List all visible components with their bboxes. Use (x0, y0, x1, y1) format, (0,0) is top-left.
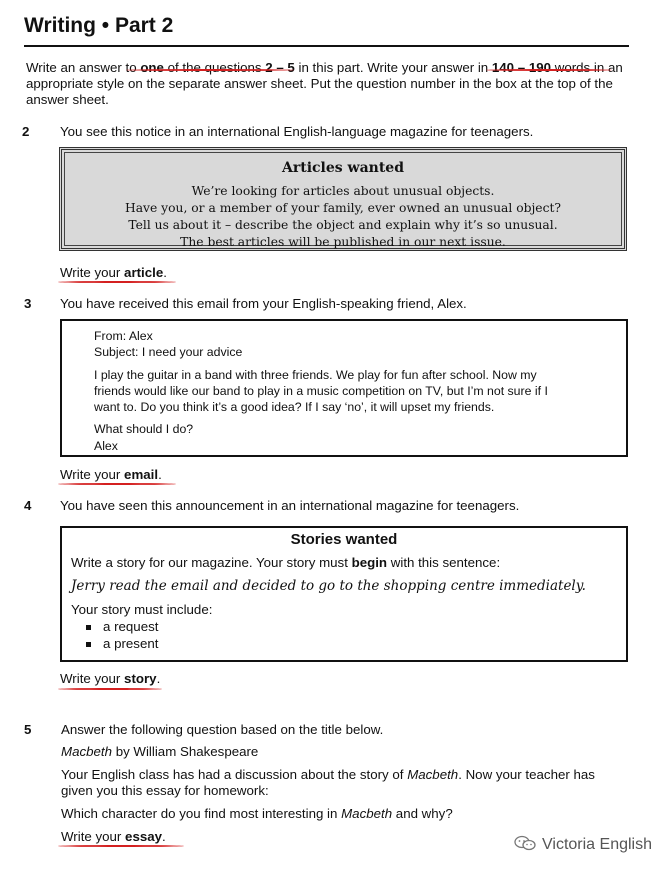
stories-instruction-b: with this sentence: (387, 555, 501, 570)
story-must-include: Your story must include: (71, 602, 213, 617)
underline-email (58, 483, 176, 485)
articles-wanted-notice (59, 147, 627, 251)
intro-text-1: Write an answer to (26, 60, 141, 75)
essay-a: Which character do you find most interesting in (61, 806, 342, 821)
task-type: story (124, 671, 157, 686)
underline-story (58, 688, 162, 690)
task-type: essay (125, 829, 163, 844)
email-body-line: want to. Do you think it’s a good idea? If I say ‘no’, it will upset my friends. (94, 400, 495, 414)
email-body-line: I play the guitar in a band with three friends. We play for fun after school. Now my (94, 368, 537, 382)
task-suffix: . (162, 829, 166, 844)
bullet-text: a request (103, 619, 159, 634)
watermark (514, 835, 652, 854)
stories-wanted-notice (60, 526, 628, 662)
intro-bold-words: 140 – 190 (491, 60, 552, 75)
stories-heading: Stories wanted (290, 531, 398, 548)
stories-instruction-a: Write a story for our magazine. Your story must (71, 555, 352, 570)
task-prefix: Write your (61, 829, 126, 844)
essay-title: Macbeth (341, 806, 393, 821)
question-number-4: 4 (24, 498, 32, 513)
stories-instruction (71, 555, 500, 570)
notice-line: We’re looking for articles about unusual objects. (191, 184, 495, 198)
book-title: Macbeth (61, 744, 112, 759)
task-suffix: . (158, 467, 162, 482)
intro-text-2: of the questions (163, 60, 266, 75)
question-4-task (60, 671, 160, 686)
essay-b: and why? (392, 806, 453, 821)
task-prefix: Write your (60, 467, 125, 482)
intro-bold-questions: 2 – 5 (265, 60, 295, 75)
question-number-5: 5 (24, 722, 32, 737)
task-prefix: Write your (60, 671, 125, 686)
task-type: email (124, 467, 159, 482)
story-bullet-item (86, 636, 158, 651)
email-subject: Subject: I need your advice (94, 345, 243, 359)
notice-line: The best articles will be published in our next issue. (180, 235, 506, 249)
watermark-text: Victoria English (542, 836, 652, 853)
email-question: What should I do? (94, 422, 194, 436)
underline-essay (58, 845, 184, 847)
book-title-line (61, 744, 258, 759)
email-body-line: friends would like our band to play in a music competition on TV, but I’m not sure if I (94, 384, 548, 398)
task-prefix: Write your (60, 265, 125, 280)
underline-questions (126, 69, 294, 71)
question-5-context-2: given you this essay for homework: (61, 783, 269, 798)
intro-text-3: in this part. Write your answer in (294, 60, 492, 75)
essay-question (61, 806, 453, 821)
intro-paragraph (26, 60, 626, 108)
question-5-context (61, 767, 621, 782)
question-2-task (60, 265, 167, 280)
context-title: Macbeth (407, 767, 459, 782)
underline-article (58, 281, 176, 283)
intro-text-4: words in an appropriate style on the separate answer sheet. Put the question number in the box at the top of the answer sheet. (26, 60, 623, 107)
notice-heading: Articles wanted (282, 160, 404, 176)
task-suffix: . (156, 671, 161, 686)
notice-line: Have you, or a member of your family, ever owned an unusual object? (124, 201, 561, 215)
question-5-prompt: Answer the following question based on the title below. (61, 722, 384, 737)
bullet-icon (86, 642, 91, 647)
question-4-prompt: You have seen this announcement in an international magazine for teenagers. (60, 498, 520, 513)
question-5-task (61, 829, 166, 844)
task-suffix: . (163, 265, 167, 280)
notice-line: Tell us about it – describe the object and explain why it’s so unusual. (128, 218, 558, 232)
question-number-2: 2 (22, 124, 30, 139)
email-from: From: Alex (94, 329, 153, 343)
context-b: . Now your teacher has (458, 767, 595, 782)
story-opening-sentence: Jerry read the email and decided to go to the shopping centre immediately. (71, 578, 586, 594)
title-rule (24, 45, 629, 47)
question-3-prompt: You have received this email from your English-speaking friend, Alex. (60, 296, 467, 311)
question-2-prompt: You see this notice in an international English-language magazine for teenagers. (60, 124, 534, 139)
story-bullet-item (86, 619, 158, 634)
email-box (60, 319, 628, 457)
intro-bold-one: one (140, 60, 164, 75)
underline-word-count (486, 69, 612, 71)
bullet-icon (86, 625, 91, 630)
email-signoff: Alex (94, 439, 118, 453)
context-a: Your English class has had a discussion about the story of (61, 767, 408, 782)
question-3-task (60, 467, 162, 482)
stories-instruction-bold: begin (351, 555, 388, 570)
wechat-icon (514, 835, 536, 851)
question-number-3: 3 (24, 296, 32, 311)
task-type: article (124, 265, 164, 280)
book-author: by William Shakespeare (112, 744, 259, 759)
bullet-text: a present (103, 636, 159, 651)
page-title: Writing • Part 2 (24, 14, 174, 37)
